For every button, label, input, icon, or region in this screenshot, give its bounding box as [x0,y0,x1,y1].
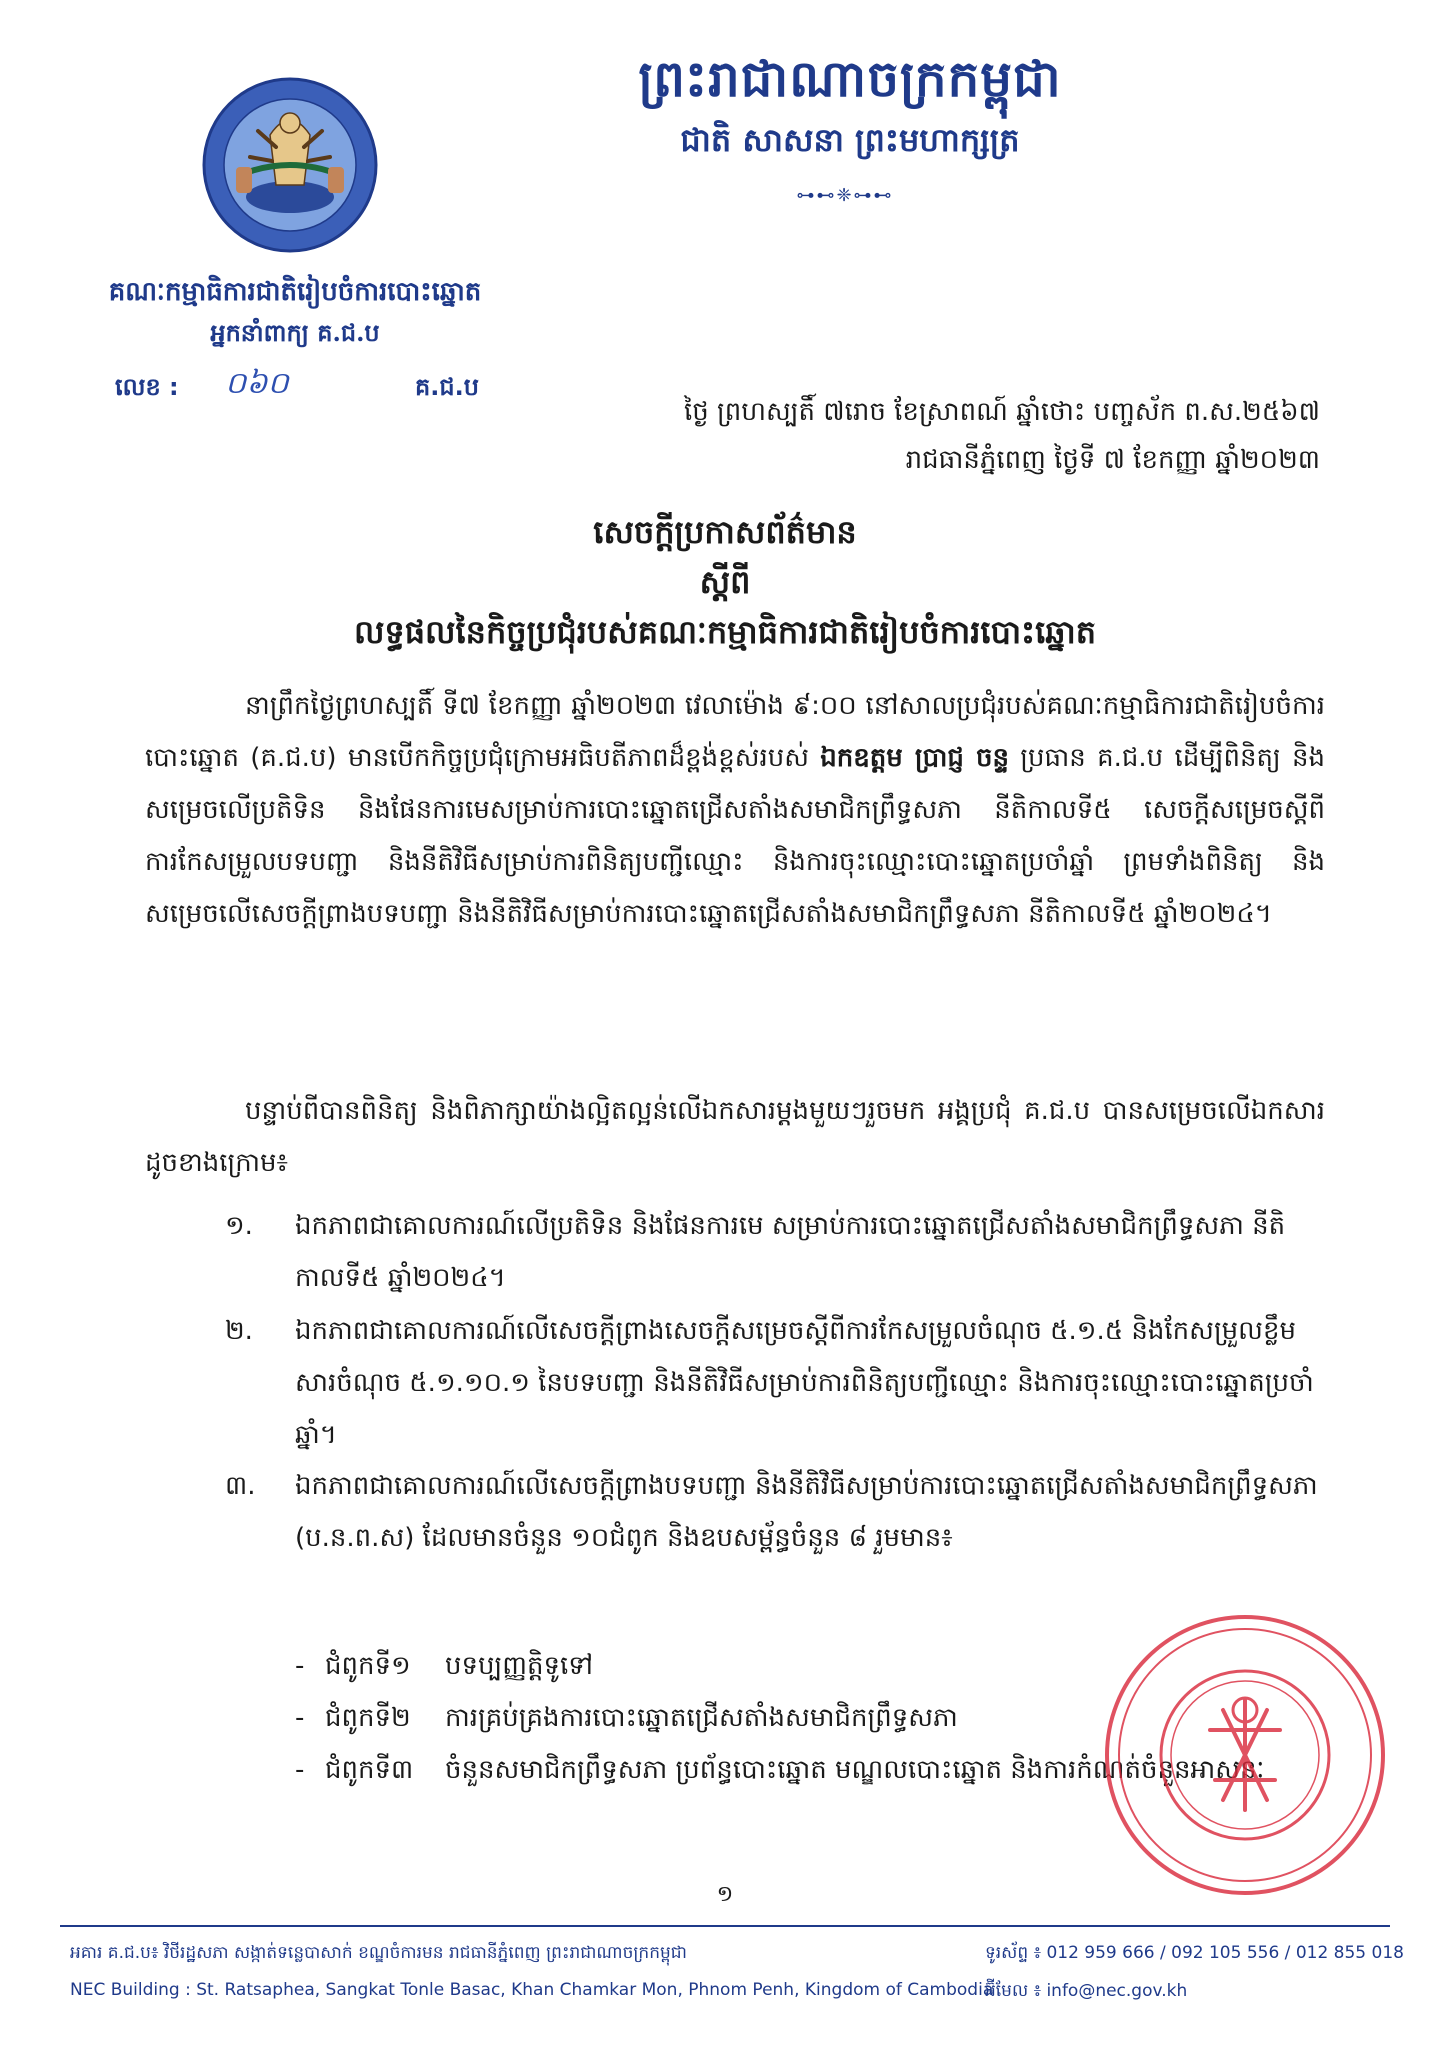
decision-item-text: ឯកភាពជាគោលការណ៍លើប្រតិទិន និងផែនការមេ សម្រាប់ការបោះឆ្នោតជ្រើសតាំងសមាជិកព្រឹទ្ធសភា នីតិកាលទី៥ ឆ្នាំ២០២៤។ [295,1211,1286,1293]
footer-address-khmer: អគារ គ.ជ.ប៖ វិថីរដ្ឋសភា សង្កាត់ទន្លេបាសាក់ ខណ្ឌចំការមន រាជធានីភ្នំពេញ ព្រះរាជាណាចក្រកម្ពុជា [70,1943,687,1963]
decision-item-number: ១. [225,1211,253,1241]
organization-name: គណៈកម្មាធិការជាតិរៀបចំការបោះឆ្នោត [108,277,482,307]
chapter-title: បទប្បញ្ញត្តិទូទៅ [445,1651,594,1681]
chapter-dash: - [295,1703,305,1733]
decision-item-text: ឯកភាពជាគោលការណ៍លើសេចក្តីព្រាងបទបញ្ជា និងនីតិវិធីសម្រាប់ការបោះឆ្នោតជ្រើសតាំងសមាជិកព្រឹទ្ធសភា (ប.ន.ព.ស) ដែលមានចំនួន ១០ជំពូក និងឧបសម្ព័ន្ធចំនួន ៨ រួមមាន៖ [295,1471,1318,1553]
decision-item-number: ២. [225,1316,253,1346]
spokesperson-office: អ្នកនាំពាក្យ គ.ជ.ប [210,318,380,347]
page-number: ១ [716,1882,734,1907]
decision-item [225,1305,1325,1461]
decision-item-text: ឯកភាពជាគោលការណ៍លើសេចក្តីព្រាងសេចក្តីសម្រេចស្តីពីការកែសម្រួលចំណុច ៥.១.៥ និងកែសម្រួលខ្លឹមសារចំណុច ៥.១.១០.១ នៃបទបញ្ជា និងនីតិវិធីសម្រាប់ការពិនិត្យបញ្ជីឈ្មោះ និងការចុះឈ្មោះបោះឆ្នោតប្រចាំឆ្នាំ។ [295,1316,1314,1450]
reference-unit: គ.ជ.ប [415,373,479,401]
nec-emblem-logo [200,75,380,255]
document-subject: លទ្ធផលនៃកិច្ចប្រជុំរបស់គណៈកម្មាធិការជាតិរៀបចំការបោះឆ្នោត [353,613,1097,651]
kingdom-title: ព្រះរាជាណាចក្រកម្ពុជា [638,49,1062,108]
official-seal-stamp [1095,1610,1395,1900]
footer-address-english: NEC Building : St. Ratsaphea, Sangkat Tonle Basac, Khan Chamkar Mon, Phnom Penh, Kingdom of Cambodia [70,1980,994,2000]
decision-item [225,1200,1325,1304]
reference-number: ០៦០ [225,366,289,401]
footer-divider [60,1925,1390,1927]
paragraph-2: បន្ទាប់ពីបានពិនិត្យ និងពិភាក្សាយ៉ាងល្អិតល្អន់លើឯកសារម្តងមួយៗរួចមក អង្គប្រជុំ គ.ជ.ប បានសម្រេចលើឯកសារដូចខាងក្រោម៖ [145,1096,1325,1178]
footer-phone: ទូរស័ព្ទ ៖ 012 959 666 / 092 105 556 / 012 855 018 [985,1943,1404,1963]
chapter-dash: - [295,1651,305,1681]
solar-date: រាជធានីភ្នំពេញ ថ្ងៃទី ៧ ខែកញ្ញា ឆ្នាំ២០២៣ [905,445,1320,475]
lunar-date: ថ្ងៃ ព្រហស្បតិ៍ ៧រោច ខែស្រាពណ៍ ឆ្នាំថោះ បញ្ចស័ក ព.ស.២៥៦៧ [683,397,1320,427]
paragraph-1-part-b: ប្រធាន គ.ជ.ប ដើម្បីពិនិត្យ និងសម្រេចលើប្រតិទិន និងផែនការមេសម្រាប់ការបោះឆ្នោតជ្រើសតាំងសមាជិកព្រឹទ្ធសភា នីតិកាលទី៥ សេចក្តីសម្រេចស្តីពីការកែសម្រួលបទបញ្ជា និងនីតិវិធីសម្រាប់ការពិនិត្យបញ្ជីឈ្មោះ និងការចុះឈ្មោះបោះឆ្នោតប្រចាំឆ្នាំ ព្រមទាំងពិនិត្យ និងសម្រេចលើសេចក្តីព្រាងបទបញ្ជា និងនីតិវិធីសម្រាប់ការបោះឆ្នោតជ្រើសតាំងសមាជិកព្រឹទ្ធសភា នីតិកាលទី៥ ឆ្នាំ២០២៤។ [145,743,1326,929]
reference-label: លេខ : [115,373,179,401]
national-motto: ជាតិ សាសនា ព្រះមហាក្សត្រ [680,121,1020,159]
ornament-divider: ⊶⊷❈⊶⊷ [796,185,894,206]
chapter-title: ចំនួនសមាជិកព្រឹទ្ធសភា ប្រព័ន្ធបោះឆ្នោត មណ្ឌលបោះឆ្នោត និងការកំណត់ចំនួនអាសនៈ [445,1755,1265,1785]
document-subject-label: ស្តីពី [699,563,751,601]
chapter-title: ការគ្រប់គ្រងការបោះឆ្នោតជ្រើសតាំងសមាជិកព្រឹទ្ធសភា [445,1703,958,1733]
chapter-number: ជំពូកទី២ [325,1703,411,1733]
document-title: សេចក្តីប្រកាសព័ត៌មាន [593,513,857,551]
decision-item-number: ៣. [225,1471,256,1501]
paragraph-1-part-a: នាព្រឹកថ្ងៃព្រហស្បតិ៍ ទី៧ ខែកញ្ញា ឆ្នាំ២០២៣ វេលាម៉ោង ៩:០០ នៅសាលប្រជុំរបស់គណៈកម្មាធិការជាតិរៀបចំការបោះឆ្នោត (គ.ជ.ប) មានបើកកិច្ចប្រជុំក្រោមអធិបតីភាពដ៏ខ្ពង់ខ្ពស់របស់ [145,691,1325,773]
chairman-name: ឯកឧត្តម ប្រាជ្ញ ចន្ទ [820,743,1009,773]
chapter-dash: - [295,1755,305,1785]
chapter-number: ជំពូកទី១ [325,1651,411,1681]
decision-item [225,1460,1325,1564]
chapter-number: ជំពូកទី៣ [325,1755,414,1785]
paragraph-1 [145,680,1325,940]
footer-email: អ៊ីមែល ៖ info@nec.gov.kh [985,1981,1188,2001]
